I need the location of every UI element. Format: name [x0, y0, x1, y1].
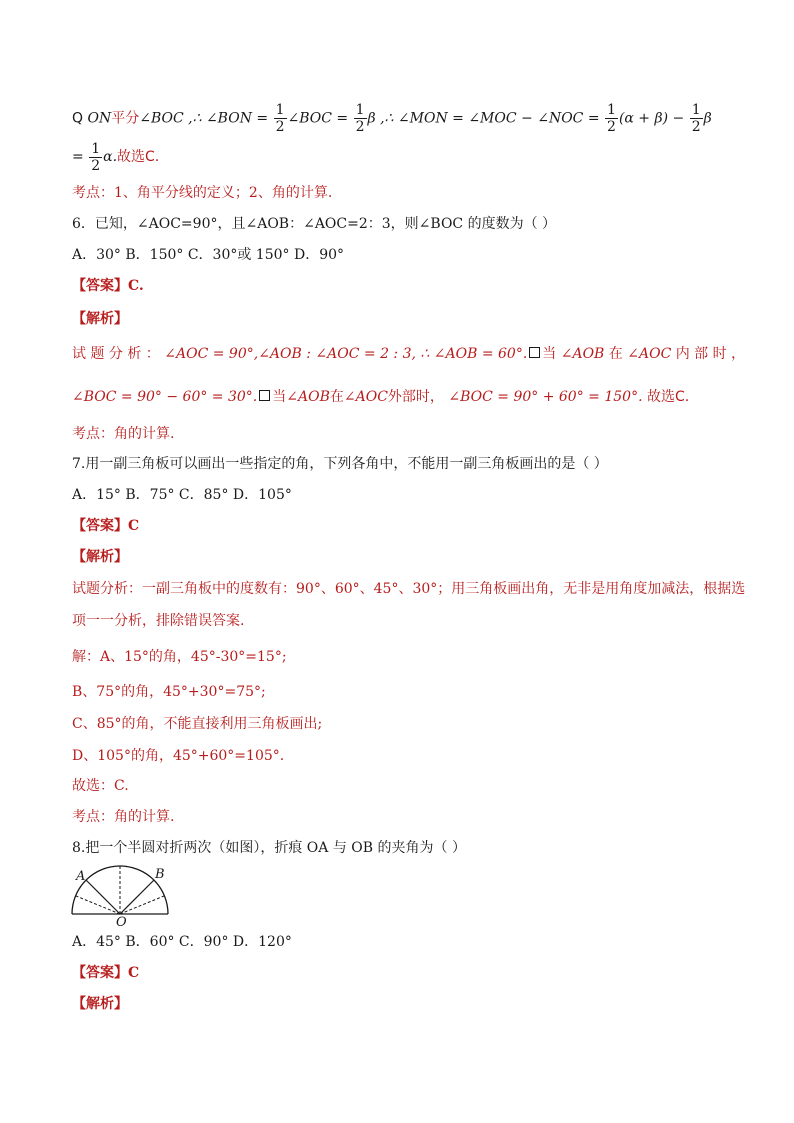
placeholder-box-icon — [529, 347, 540, 358]
answer-7: 【答案】C — [72, 518, 140, 534]
label-o: O — [116, 915, 127, 928]
question-7-options: A．15° B．75° C．85° D．105° — [72, 487, 292, 503]
fraction-half: $\frac{1}{2}$ — [355, 102, 365, 135]
crease-ob — [120, 880, 154, 914]
analysis-label-6: 【解析】 — [72, 311, 128, 327]
crease-oa — [86, 880, 120, 914]
fraction-half: $\frac{1}{2}$ — [91, 140, 101, 174]
solution-7-a: 解：A、15°的角，45°-30°=15°; — [72, 649, 287, 665]
placeholder-box-icon — [259, 390, 270, 401]
label-a: A — [76, 869, 86, 884]
fraction-half: $\frac{1}{2}$ — [275, 102, 285, 135]
solution5-line1: Q ON平分∠BOC ,∴ ∠BON = $\frac{1}{2}$ ∠BOC = $\frac{1}{2}$ β ,∴ ∠MON = ∠MOC − ∠NOC = $\frac{1}{2}$ (α + β) − $\frac{1}{2}$ β — [72, 102, 712, 135]
fraction-half: $\frac{1}{2}$ — [607, 102, 616, 135]
crease-right-dashed — [120, 896, 164, 914]
solution5-line2: = $\frac{1}{2}$ α.故选C. — [72, 140, 160, 174]
label-b: B — [155, 867, 165, 882]
kaodian-7: 考点：角的计算. — [72, 809, 175, 825]
kaodian-5: 考点：1、角平分线的定义；2、角的计算. — [72, 185, 333, 201]
question-7-stem: 7.用一副三角板可以画出一些指定的角，下列各角中，不能用一副三角板画出的是（ ） — [72, 456, 608, 472]
question-6-options: A．30° B．150° C．30°或 150° D．90° — [72, 247, 345, 263]
kaodian-6: 考点：角的计算. — [72, 426, 175, 442]
solution-7-c: C、85°的角，不能直接利用三角板画出; — [72, 716, 323, 732]
fraction-half: $\frac{1}{2}$ — [691, 102, 701, 135]
solution-7-b: B、75°的角，45°+30°=75°; — [72, 684, 266, 700]
analysis-label-8: 【解析】 — [72, 996, 128, 1012]
question-8-options: A．45° B．60° C．90° D．120° — [72, 934, 292, 950]
choose-7: 故选：C. — [72, 778, 129, 794]
q-symbol: Q — [72, 110, 84, 127]
analysis-7-line1: 试题分析：一副三角板中的度数有：90°、60°、45°、30°；用三角板画出角，无非是用角度加减法，根据选 — [72, 581, 746, 597]
answer-8: 【答案】C — [72, 965, 140, 981]
answer-6: 【答案】C. — [72, 278, 144, 294]
semicircle-figure — [64, 864, 176, 928]
analysis-6-line2: ∠BOC = 90° − 60° = 30°. 当∠AOB在∠AOC外部时， ∠BOC = 90° + 60° = 150°. 故选C. — [72, 389, 690, 405]
analysis-6-line1: 试 题 分 析 ： ∠AOC = 90°,∠AOB : ∠AOC = 2 : 3, ∴ ∠AOB = 60°. 当 ∠AOB 在 ∠AOC 内 部 时 ， — [72, 346, 746, 362]
question-8-stem: 8.把一个半圆对折两次（如图），折痕 OA 与 OB 的夹角为（ ） — [72, 840, 466, 856]
solution-7-d: D、105°的角，45°+60°=105°. — [72, 748, 285, 764]
crease-left-dashed — [76, 896, 120, 914]
analysis-7-line2: 项一一分析，排除错误答案. — [72, 613, 245, 629]
analysis-label-7: 【解析】 — [72, 549, 128, 565]
question-6-stem: 6．已知，∠AOC=90°，且∠AOB：∠AOC=2：3，则∠BOC 的度数为（ ） — [72, 216, 557, 232]
